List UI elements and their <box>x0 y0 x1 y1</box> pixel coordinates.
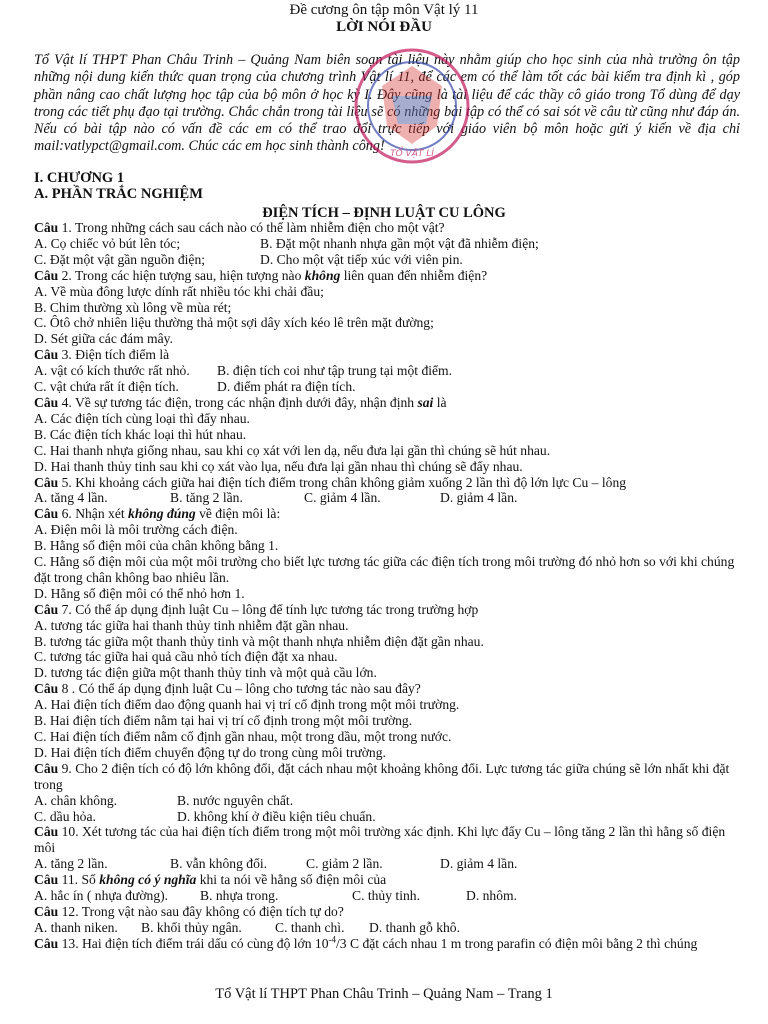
answer-option: A. thanh niken. <box>34 919 118 935</box>
answer-option: D. giảm 4 lần. <box>440 856 518 872</box>
question-index: 5. <box>61 474 72 490</box>
answer-option: C. Hằng số điện môi của một môi trường cho biết lực tương tác giữa các điện tích trong môi trường đó nhỏ hơn so với khi chúng đặt trong chân không bao nhiêu lần. <box>34 554 735 585</box>
answer-row <box>34 363 740 379</box>
question-stem <box>34 475 740 491</box>
question-number: Câu <box>34 220 59 235</box>
answer-option: A. Hai điện tích điểm dao động quanh hai vị trí cố định trong một môi trường. <box>34 697 460 713</box>
question-number: Câu <box>34 267 59 283</box>
answer-option: C. giảm 2 lần. <box>306 856 383 872</box>
answer-option: A. hắc ín ( nhựa đường). <box>34 888 169 904</box>
answer-option: A. Về mùa đông lược dính rất nhiều tóc khi chải đầu; <box>34 283 324 299</box>
answer-option: B. vẫn không đổi. <box>170 856 268 872</box>
answer-row <box>34 236 740 252</box>
answer-option: C. Hai điện tích điểm nằm cố định gần nhau, một trong dầu, một trong nước. <box>34 729 452 744</box>
question-number: Câu <box>34 760 59 776</box>
answer-option: C. Ôtô chở nhiên liệu thường thả một sợi dây xích kéo lê trên mặt đường; <box>34 315 434 331</box>
question-number: Câu <box>34 681 59 697</box>
question-text: Có thể áp dụng định luật Cu – lông cho tương tác nào sau đây? <box>75 681 421 697</box>
answer-option: C. Đặt một vật gần nguồn điện; <box>34 251 206 267</box>
page-footer: Tổ Vật lí THPT Phan Châu Trinh – Quảng Nam – Trang 1 <box>215 986 553 1002</box>
question-index: 4. <box>61 394 72 410</box>
question-number: Câu <box>34 824 59 840</box>
answer-option: A. chân không. <box>34 792 118 808</box>
question-text: Xét tương tác của hai điện tích điểm trong một môi trường xác định. Khi lực đẩy Cu – lông tăng 2 lần thì hằng số điện môi <box>34 824 726 856</box>
question-emphasis: không đúng <box>128 506 196 522</box>
question-stem <box>34 395 740 411</box>
answer-option: C. vật chứa rất ít điện tích. <box>34 379 179 395</box>
question-text-end: /3 C đặt cách nhau 1 m trong parafin có điện môi bằng 2 thì chúng <box>336 935 698 951</box>
answer-option: A. Các điện tích cùng loại thì đẩy nhau. <box>34 410 250 426</box>
answer-option: C. tương tác giữa hai quả cầu nhỏ tích điện đặt xa nhau. <box>34 649 338 665</box>
answer-option: A. Điện môi là môi trường cách điện. <box>34 522 238 538</box>
answer-option: B. nước nguyên chất. <box>177 792 294 808</box>
question-number: Câu <box>34 394 59 410</box>
question-index: 11. <box>61 872 79 888</box>
question-stem <box>34 872 740 888</box>
preface-text: Tổ Vật lí THPT Phan Châu Trinh – Quảng Nam biên soạn tài liệu này nhằm giúp cho học sinh của nhà trường ôn tập những nội dung kiến thức quan trọng của chương trình Vật lí 11, để các em có thể làm tốt các bài kiểm tra định kì , góp phần nâng cao chất lượng học tập của bộ môn ở học kỳ I. Đây cũng là tài liệu để các thầy cô giáo trong Tổ dùng để dạy trong các tiết phụ đạo tại trường. Chắc chắn trong tài liệu sẽ có những bài tập có thể có sai sót về câu từ cũng như đáp án. Nếu có bài tập nào có vấn đề các em có thể trao đổi trực tiếp với giáo viên bộ môn hoặc gửi ý kiến về địa chỉ mail:vatlypct@gmail.com. Chúc các em học sinh thành công! <box>34 52 740 155</box>
question-index: 7. <box>61 601 72 617</box>
answer-option: B. Hai điện tích điểm nằm tại hai vị trí cố định trong một môi trường. <box>34 713 413 729</box>
answer-option: C. Hai thanh nhựa giống nhau, sau khi cọ xát với len dạ, nếu đưa lại gần thì chúng sẽ hút nhau. <box>34 442 551 458</box>
question-exponent: -4 <box>328 934 337 945</box>
question-index: 13. <box>61 935 79 951</box>
question-stem <box>34 936 740 952</box>
answer-row <box>34 793 740 809</box>
question-text-end: về điện môi là: <box>195 506 281 522</box>
answer-option: B. Các điện tích khác loại thì hút nhau. <box>34 426 247 442</box>
answer-option: D. điểm phát ra điện tích. <box>217 379 356 395</box>
question-text: Khi khoảng cách giữa hai điện tích điểm trong chân không giảm xuống 2 lần thì độ lớn lực Cu – lông <box>71 474 627 490</box>
question-index: 3. <box>61 347 72 363</box>
topic-heading: ĐIỆN TÍCH – ĐỊNH LUẬT CU LÔNG <box>262 205 506 221</box>
question-stem <box>34 220 740 236</box>
answer-option: D. nhôm. <box>466 888 517 904</box>
answer-option: C. dầu hỏa. <box>34 808 96 824</box>
answer-option: B. nhựa trong. <box>200 888 279 904</box>
answer-option: D. Cho một vật tiếp xúc với viên pin. <box>260 251 463 267</box>
answer-option: D. Hai điện tích điểm chuyển động tự do trong cùng môi trường. <box>34 744 386 760</box>
answer-option: B. tương tác giữa một thanh thủy tinh và một thanh nhựa nhiễm điện đặt gần nhau. <box>34 633 484 649</box>
answer-option: B. khối thủy ngân. <box>141 919 242 935</box>
answer-row <box>34 856 740 872</box>
question-text: Số <box>78 872 100 888</box>
answer-option: A. tương tác giữa hai thanh thủy tinh nhiễm đặt gần nhau. <box>34 617 349 633</box>
question-stem <box>34 506 740 522</box>
question-stem <box>34 761 740 793</box>
question-text-end: là <box>433 394 447 410</box>
question-text: Trong các hiện tượng sau, hiện tượng nào <box>71 267 305 283</box>
question-text: Về sự tương tác điện, trong các nhận định dưới đây, nhận định <box>71 394 418 410</box>
answer-row <box>34 379 740 395</box>
answer-option: A. vật có kích thước rất nhỏ. <box>34 363 190 379</box>
question-stem <box>34 904 740 920</box>
question-stem <box>34 268 740 284</box>
question-number: Câu <box>34 903 59 919</box>
question-number: Câu <box>34 347 59 363</box>
answer-option: B. tăng 2 lần. <box>170 490 243 506</box>
question-text: Nhận xét <box>71 506 129 522</box>
answer-option: D. không khí ở điều kiện tiêu chuẩn. <box>177 808 376 824</box>
answer-option: D. Hai thanh thủy tinh sau khi cọ xát vào lụa, nếu đưa lại gần nhau thì chúng sẽ đẩy nhau. <box>34 458 523 474</box>
answer-option: C. giảm 4 lần. <box>304 490 381 506</box>
question-stem <box>34 602 740 618</box>
question-index: 1. <box>61 220 72 235</box>
question-index: 9. <box>61 760 72 776</box>
question-text: Điện tích điểm là <box>71 347 170 363</box>
question-text: Có thể áp dụng định luật Cu – lông để tính lực tương tác trong trường hợp <box>71 601 479 617</box>
question-text-end: khi ta nói về hằng số điện môi của <box>196 872 387 888</box>
question-number: Câu <box>34 601 59 617</box>
chapter-heading: I. CHƯƠNG 1 <box>34 170 125 186</box>
question-text: Trong vật nào sau đây không có điện tích tự do? <box>78 903 344 919</box>
question-text-end: liên quan đến nhiễm điện? <box>340 267 488 283</box>
answer-option: B. Đặt một nhanh nhựa gần một vật đã nhiễm điện; <box>260 235 539 251</box>
answer-row <box>34 888 740 904</box>
answer-option: B. điện tích coi như tập trung tại một điểm. <box>217 363 453 379</box>
answer-option: D. tương tác điện giữa một thanh thủy tinh và một quả cầu lớn. <box>34 665 377 681</box>
question-index: 6. <box>61 506 72 522</box>
answer-row <box>34 490 740 506</box>
question-index: 12. <box>61 903 79 919</box>
preface-title: LỜI NÓI ĐẦU <box>336 19 432 35</box>
question-number: Câu <box>34 935 59 951</box>
answer-row <box>34 809 740 825</box>
answer-option: B. Hằng số điện môi của chân không bằng 1. <box>34 538 279 554</box>
question-list <box>34 220 740 952</box>
question-emphasis: không <box>304 267 341 283</box>
question-emphasis: không có ý nghĩa <box>99 872 197 888</box>
preface-paragraph <box>34 52 740 159</box>
question-number: Câu <box>34 474 59 490</box>
question-stem <box>34 824 740 856</box>
part-heading: A. PHẦN TRẮC NGHIỆM <box>34 186 203 202</box>
question-index: 2. <box>61 267 72 283</box>
answer-option: B. Chim thường xù lông về mùa rét; <box>34 299 232 315</box>
answer-option: A. tăng 2 lần. <box>34 856 108 872</box>
answer-option: D. thanh gỗ khô. <box>369 919 460 935</box>
question-stem <box>34 347 740 363</box>
answer-option: A. Cọ chiếc vỏ bút lên tóc; <box>34 235 181 251</box>
question-index: 8 . <box>61 681 76 697</box>
question-number: Câu <box>34 506 59 522</box>
question-number: Câu <box>34 872 59 888</box>
question-text: Cho 2 điện tích có độ lớn không đổi, đặt cách nhau một khoảng không đổi. Lực tương tác giữa chúng sẽ lớn nhất khi đặt trong <box>34 760 730 792</box>
answer-option: D. giảm 4 lần. <box>440 490 518 506</box>
answer-option: C. thanh chì. <box>275 919 345 935</box>
document-title: Đề cương ôn tập môn Vật lý 11 <box>289 2 479 18</box>
question-text: Hai điện tích điểm trái dấu có cùng độ lớn 10 <box>78 935 329 951</box>
answer-option: D. Sét giữa các đám mây. <box>34 331 173 347</box>
answer-row <box>34 252 740 268</box>
question-text: Trong những cách sau cách nào có thể làm nhiễm điện cho một vật? <box>71 220 445 235</box>
question-emphasis: sai <box>417 394 434 410</box>
answer-row <box>34 920 740 936</box>
answer-option: C. thủy tinh. <box>352 888 420 904</box>
question-index: 10. <box>61 824 79 840</box>
question-stem <box>34 681 740 697</box>
seal-text: TỔ VẬT LÍ <box>390 149 434 159</box>
answer-option: D. Hằng số điện môi có thể nhỏ hơn 1. <box>34 585 245 601</box>
answer-option: A. tăng 4 lần. <box>34 490 108 506</box>
